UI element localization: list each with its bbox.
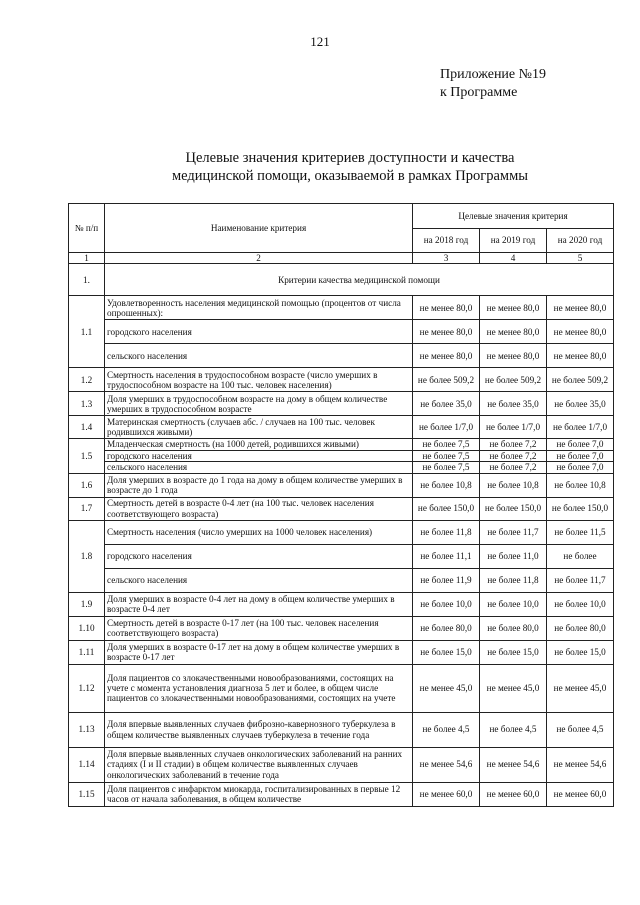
target-value-2019: не более 1/7,0 <box>480 416 547 439</box>
header-year-2020: на 2020 год <box>547 229 614 253</box>
header-year-2018: на 2018 год <box>413 229 480 253</box>
target-value-2020: не более 7,0 <box>547 439 614 450</box>
target-value-2020: не более 1/7,0 <box>547 416 614 439</box>
criterion-number: 1.6 <box>69 473 105 497</box>
table-row <box>69 712 614 747</box>
target-value-2019: не более 11,7 <box>480 520 547 544</box>
table-index-row <box>69 253 614 264</box>
target-value-2020: не более 10,8 <box>547 473 614 497</box>
table-row <box>69 592 614 616</box>
criterion-number: 1.5 <box>69 439 105 473</box>
criteria-table <box>68 203 614 807</box>
criterion-name: Младенческая смертность (на 1000 детей, родившихся живыми) <box>105 439 413 450</box>
target-value-2018: не более 11,8 <box>413 520 480 544</box>
criterion-name: Смертность детей в возрасте 0-4 лет (на 100 тыс. человек населения соответствующего возраста) <box>105 497 413 520</box>
criterion-name: городского населения <box>105 450 413 461</box>
target-value-2019: не более 4,5 <box>480 712 547 747</box>
table-row <box>69 320 614 344</box>
criterion-name: Доля впервые выявленных случаев фиброзно-кавернозного туберкулеза в общем количестве выявленных случаев туберкулеза в течение года <box>105 712 413 747</box>
target-value-2020: не менее 54,6 <box>547 747 614 782</box>
target-value-2020: не более 15,0 <box>547 640 614 664</box>
table-row <box>69 416 614 439</box>
target-value-2018: не более 4,5 <box>413 712 480 747</box>
criterion-name: городского населения <box>105 544 413 568</box>
criterion-name: Материнская смертность (случаев абс. / случаев на 100 тыс. человек родившихся живыми) <box>105 416 413 439</box>
criterion-number: 1.8 <box>69 520 105 592</box>
target-value-2019: не более 10,0 <box>480 592 547 616</box>
target-value-2018: не более 7,5 <box>413 450 480 461</box>
target-value-2018: не менее 80,0 <box>413 344 480 368</box>
document-title <box>130 149 570 185</box>
criterion-name: Смертность детей в возрасте 0-17 лет (на 100 тыс. человек населения соответствующего возраста) <box>105 616 413 640</box>
target-value-2020: не менее 45,0 <box>547 664 614 712</box>
target-value-2019: не менее 54,6 <box>480 747 547 782</box>
criteria-table-body <box>69 204 614 807</box>
target-value-2019: не менее 60,0 <box>480 782 547 806</box>
header-targets: Целевые значения критерия <box>413 204 614 229</box>
target-value-2019: не более 7,2 <box>480 439 547 450</box>
table-row <box>69 747 614 782</box>
table-row <box>69 544 614 568</box>
criterion-name: Доля умерших в трудоспособном возрасте на дому в общем количестве умерших в трудоспособном возрасте <box>105 392 413 416</box>
table-row <box>69 520 614 544</box>
target-value-2020: не более 35,0 <box>547 392 614 416</box>
criterion-number: 1.4 <box>69 416 105 439</box>
target-value-2018: не более 10,8 <box>413 473 480 497</box>
criterion-name: Доля впервые выявленных случаев онкологических заболеваний на ранних стадиях (I и II стадии) в общем количестве выявленных случаев онкологических заболеваний в течение года <box>105 747 413 782</box>
target-value-2018: не более 10,0 <box>413 592 480 616</box>
target-value-2018: не более 150,0 <box>413 497 480 520</box>
table-row <box>69 296 614 320</box>
criterion-number: 1.2 <box>69 368 105 392</box>
criterion-number: 1.9 <box>69 592 105 616</box>
table-row <box>69 450 614 461</box>
criterion-number: 1.7 <box>69 497 105 520</box>
target-value-2019: не более 7,2 <box>480 462 547 473</box>
target-value-2018: не более 7,5 <box>413 462 480 473</box>
table-row <box>69 568 614 592</box>
target-value-2019: не менее 80,0 <box>480 296 547 320</box>
target-value-2018: не более 11,1 <box>413 544 480 568</box>
target-value-2019: не более 11,8 <box>480 568 547 592</box>
criterion-name: сельского населения <box>105 344 413 368</box>
table-row <box>69 616 614 640</box>
criterion-name: Доля умерших в возрасте до 1 года на дому в общем количестве умерших в возрасте до 1 года <box>105 473 413 497</box>
target-value-2020: не более 80,0 <box>547 616 614 640</box>
target-value-2018: не более 11,9 <box>413 568 480 592</box>
target-value-2018: не более 80,0 <box>413 616 480 640</box>
target-value-2020: не менее 60,0 <box>547 782 614 806</box>
appendix-line-1: Приложение №19 <box>440 67 546 82</box>
target-value-2020: не более 4,5 <box>547 712 614 747</box>
target-value-2020: не менее 80,0 <box>547 296 614 320</box>
title-line-1: Целевые значения критериев доступности и качества <box>185 150 515 166</box>
target-value-2019: не более 15,0 <box>480 640 547 664</box>
index-cell: 1 <box>69 253 105 264</box>
target-value-2020: не более 7,0 <box>547 462 614 473</box>
target-value-2020: не более 509,2 <box>547 368 614 392</box>
table-row <box>69 439 614 450</box>
criterion-number: 1.10 <box>69 616 105 640</box>
index-cell: 3 <box>413 253 480 264</box>
target-value-2019: не более 10,8 <box>480 473 547 497</box>
target-value-2018: не менее 60,0 <box>413 782 480 806</box>
criterion-number: 1.3 <box>69 392 105 416</box>
table-row <box>69 640 614 664</box>
index-cell: 2 <box>105 253 413 264</box>
target-value-2018: не менее 45,0 <box>413 664 480 712</box>
index-cell: 4 <box>480 253 547 264</box>
page-number: 121 <box>310 34 330 49</box>
table-row <box>69 782 614 806</box>
criterion-name: Удовлетворенность населения медицинской помощью (процентов от числа опрошенных): <box>105 296 413 320</box>
target-value-2019: не менее 45,0 <box>480 664 547 712</box>
target-value-2019: не более 7,2 <box>480 450 547 461</box>
target-value-2019: не более 509,2 <box>480 368 547 392</box>
table-row <box>69 473 614 497</box>
target-value-2019: не более 35,0 <box>480 392 547 416</box>
criterion-number: 1.15 <box>69 782 105 806</box>
criterion-number: 1.14 <box>69 747 105 782</box>
criterion-number: 1.11 <box>69 640 105 664</box>
target-value-2019: не менее 80,0 <box>480 320 547 344</box>
table-row <box>69 392 614 416</box>
criterion-name: Доля умерших в возрасте 0-17 лет на дому в общем количестве умерших в возрасте 0-17 лет <box>105 640 413 664</box>
target-value-2020: не менее 80,0 <box>547 344 614 368</box>
target-value-2018: не более 509,2 <box>413 368 480 392</box>
table-row <box>69 497 614 520</box>
section-title: Критерии качества медицинской помощи <box>105 264 614 296</box>
section-number: 1. <box>69 264 105 296</box>
target-value-2019: не менее 80,0 <box>480 344 547 368</box>
target-value-2018: не более 7,5 <box>413 439 480 450</box>
header-year-2019: на 2019 год <box>480 229 547 253</box>
criterion-name: Доля умерших в возрасте 0-4 лет на дому в общем количестве умерших в возрасте 0-4 лет <box>105 592 413 616</box>
appendix-label <box>440 66 546 102</box>
target-value-2018: не менее 54,6 <box>413 747 480 782</box>
target-value-2018: не более 35,0 <box>413 392 480 416</box>
section-row <box>69 264 614 296</box>
target-value-2020: не более 150,0 <box>547 497 614 520</box>
target-value-2020: не более 11,5 <box>547 520 614 544</box>
criterion-number: 1.13 <box>69 712 105 747</box>
target-value-2020: не более <box>547 544 614 568</box>
table-header-row <box>69 204 614 229</box>
table-row <box>69 664 614 712</box>
table-row <box>69 344 614 368</box>
criterion-name: сельского населения <box>105 568 413 592</box>
target-value-2018: не менее 80,0 <box>413 296 480 320</box>
target-value-2020: не более 10,0 <box>547 592 614 616</box>
criterion-name: Доля пациентов со злокачественными новообразованиями, состоящих на учете с момента установления диагноза 5 лет и более, в общем числе пациентов со злокачественными новообразованиями, состоящих на учете <box>105 664 413 712</box>
table-row <box>69 462 614 473</box>
criterion-name: сельского населения <box>105 462 413 473</box>
target-value-2018: не более 15,0 <box>413 640 480 664</box>
criterion-name: городского населения <box>105 320 413 344</box>
target-value-2020: не более 7,0 <box>547 450 614 461</box>
criterion-name: Смертность населения в трудоспособном возрасте (число умерших в трудоспособном возрасте на 100 тыс. человек населения) <box>105 368 413 392</box>
header-num: № п/п <box>69 204 105 253</box>
target-value-2019: не более 150,0 <box>480 497 547 520</box>
target-value-2018: не менее 80,0 <box>413 320 480 344</box>
criterion-name: Доля пациентов с инфарктом миокарда, госпитализированных в первые 12 часов от начала заболевания, в общем количестве <box>105 782 413 806</box>
appendix-line-2: к Программе <box>440 85 518 100</box>
target-value-2019: не более 80,0 <box>480 616 547 640</box>
criterion-number: 1.1 <box>69 296 105 368</box>
index-cell: 5 <box>547 253 614 264</box>
target-value-2019: не более 11,0 <box>480 544 547 568</box>
target-value-2020: не более 11,7 <box>547 568 614 592</box>
table-row <box>69 368 614 392</box>
header-name: Наименование критерия <box>105 204 413 253</box>
title-line-2: медицинской помощи, оказываемой в рамках Программы <box>171 168 529 184</box>
target-value-2020: не менее 80,0 <box>547 320 614 344</box>
criterion-number: 1.12 <box>69 664 105 712</box>
criterion-name: Смертность населения (число умерших на 1000 человек населения) <box>105 520 413 544</box>
target-value-2018: не более 1/7,0 <box>413 416 480 439</box>
